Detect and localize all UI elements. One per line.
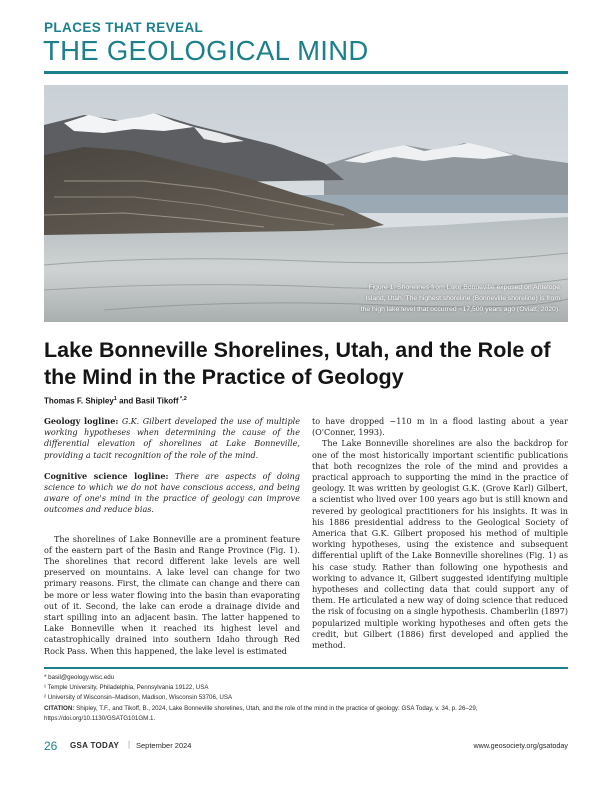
body-paragraph: The Lake Bonneville shorelines are also the backdrop for one of the most historically important scientific publications that both recognizes the role of the mind and provides a practical approach to supporting the mind in the practice of geology. It was written by geologist G.K. (Grove Karl) Gilbert, a scientist who lived over 100 years ago but is still known and revered by geological practitioners for his insights. It was in his 1886 presidential address to the Geological Society of America that G.K. Gilbert proposed his method of multiple working hypotheses, using the existence and subsequent differential uplift of the Lake Bonneville shorelines (Fig. 1) as his case study. Rather than following one hypothesis and working to advance it, Gilbert suggested identifying multiple hypotheses and collecting data that could support any of them. He articulated a new way of doing science that reduced the risk of focusing on a single hypothesis. Chamberlin (1897) popularized multiple working hypotheses and often gets the credit, but Gilbert (1886) first developed and applied the method. [312,438,568,651]
body-paragraph: The shorelines of Lake Bonneville are a prominent feature of the eastern part of the Basin and Range Province (Fig. 1). The shorelines that record different lake levels are well preserved on mountains. A lake level can change for two primary reasons. First, the climate can change and there can be more or less water flowing into the basin than evaporating out of it. Second, the lake can erode a drainage divide and start spilling into an adjacent basin. The latter happened to Lake Bonneville when it reached its highest level and catastrophically drained into southern Idaho through Red Rock Pass. When this happened, the lake level is estimated [44,533,300,656]
footnotes [44,673,568,724]
footnote-affiliation: ² University of Wisconsin–Madison, Madison, Wisconsin 53706, USA [44,694,233,702]
body-column-left [44,416,300,657]
body-paragraph: to have dropped ~110 m in a flood lasting about a year (O'Conner, 1993). [312,416,568,438]
cogsci-logline [44,471,300,516]
body-column-right [312,416,568,651]
logline-label: Cognitive science logline: [44,470,169,481]
footnote-rule [44,667,568,669]
author-joiner: and [116,396,136,406]
article-title: Lake Bonneville Shorelines, Utah, and the Role of the Mind in the Practice of Geology [44,338,551,389]
header-rule [44,71,568,74]
logline-label: Geology logline: [44,416,119,426]
page-number: 26 [44,739,58,753]
column-spacer [44,526,300,534]
byline [44,396,187,406]
author-superscript: 1 [113,396,117,402]
author-name: Basil Tikoff [135,396,179,406]
footer-separator: | [128,740,131,749]
figure-caption: Figure 1. Shorelines from Lake Bonneville exposed on Antelope Island, Utah. The highest shoreline (Bonneville shoreline) is from the high lake level that occurred ~17,500 years ago (Oviatt, 2020). [360,284,560,313]
issue-date: September 2024 [136,741,192,750]
journal-url: www.geosociety.org/gsatoday [473,741,568,750]
figure-photo [44,85,568,322]
journal-name: GSA TODAY [70,741,120,750]
footnote-affiliation: ¹ Temple University, Philadelphia, Pennsylvania 19122, USA [44,684,209,692]
section-kicker: PLACES THAT REVEAL [44,20,204,35]
author-superscript: *,2 [178,396,187,402]
footnote-citation [44,704,568,724]
author-name: Thomas F. Shipley [44,396,114,406]
page-footer [44,739,568,753]
footnote-email: * basil@geology.wisc.edu [44,674,115,681]
geology-logline [44,416,300,461]
citation-label: CITATION: [44,704,75,712]
logline-text: There are aspects of doing science to which we do not have conscious access, and being aware of one's mind in the practice of geology can improve outcomes and reduce bias. [44,470,300,515]
logline-text: G.K. Gilbert developed the use of multiple working hypotheses when determining the cause of the differential elevation of shorelines at Lake Bonneville, providing a tacit recognition of the role of the mind. [44,416,301,460]
citation-text: Shipley, T.F., and Tikoff, B., 2024, Lake Bonneville shorelines, Utah, and the role of the mind in the practice of geology: GSA Today, v. 34, p. 26–29, https://doi.org/10.1130/GSATG101GM.1. [44,704,478,722]
series-title: THE GEOLOGICAL MIND [43,35,369,66]
